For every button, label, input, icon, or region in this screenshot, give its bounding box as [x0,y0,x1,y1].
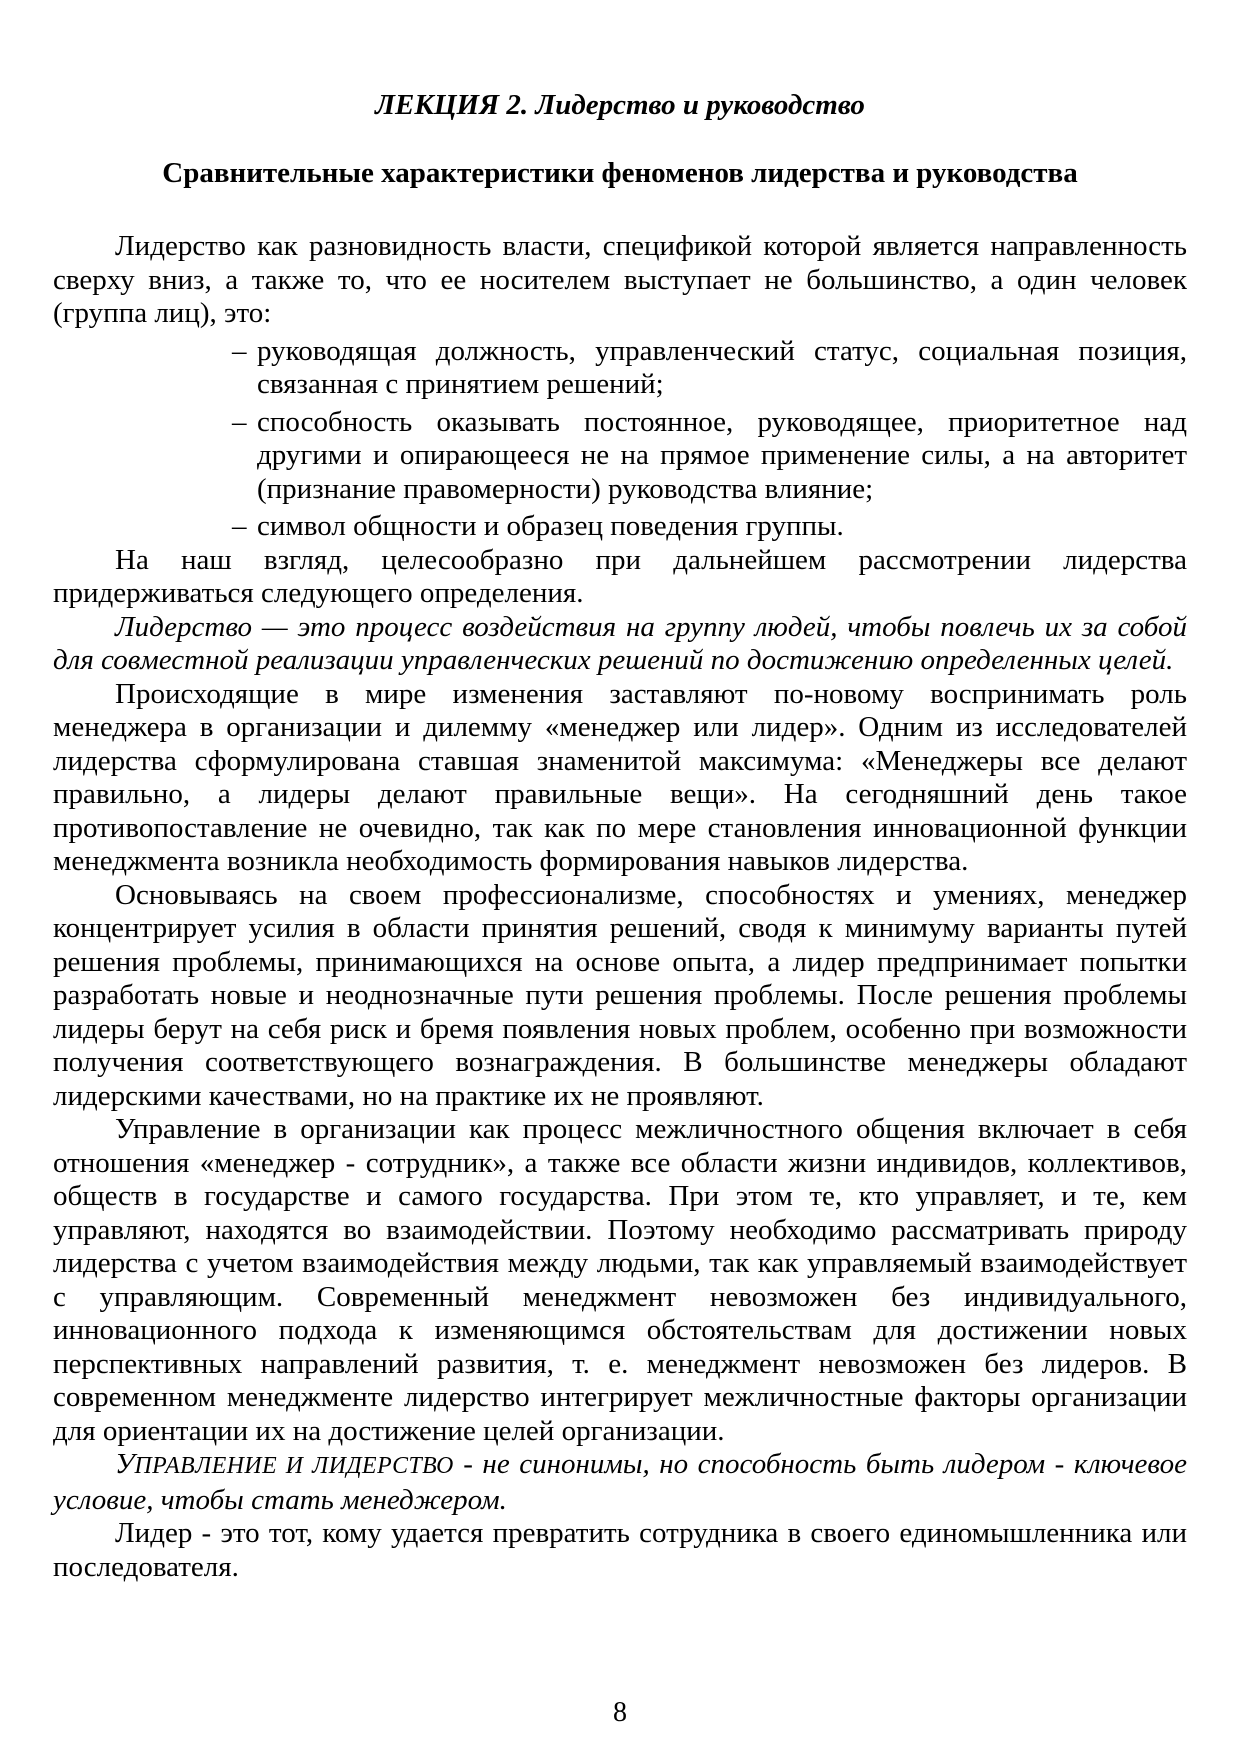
maxim-smallcaps-text: ПРАВЛЕНИЕ И ЛИДЕРСТВО [134,1453,454,1479]
list-item-text: символ общности и образец поведения группы. [257,510,844,542]
list-item-text: руководящая должность, управленческий статус, социальная позиция, связанная с принятием решений; [257,334,1187,400]
intro-paragraph: Лидерство как разновидность власти, спецификой которой является направленность сверху вниз, а также то, что ее носителем выступает не большинство, а один человек (группа лиц), это: [53,230,1187,329]
section-subtitle: Сравнительные характеристики феноменов лидерства и руководства [162,157,1078,189]
manager-vs-leader-paragraph: Основываясь на своем профессионализме, способностях и умениях, менеджер концентрирует усилия в области принятия решений, сводя к минимуму варианты путей решения проблемы, принимающихся на основе опыта, а лидер предпринимает попытки разработать новые и неоднозначные пути решения проблемы. После решения проблемы лидеры берут на себя риск и бремя появления новых проблем, особенно при возможности получения соответствующего вознаграждения. В большинстве менеджеры обладают лидерскими качествами, но на практике их не проявляют. [53,878,1187,1112]
leader-definition-paragraph: Лидер - это тот, кому удается превратить сотрудника в своего единомышленника или последователя. [53,1517,1187,1583]
maxim-paragraph [53,1448,1187,1517]
leadership-traits-list [53,335,1187,544]
dash-marker: – [232,334,247,367]
changes-paragraph: Происходящие в мире изменения заставляют по-новому воспринимать роль менеджера в организации и дилемму «менеджер или лидер». Одним из исследователей лидерства сформулирована ставшая знаменитой максимума: «Менеджеры все делают правильно, а лидеры делают правильные вещи». На сегодняшний день такое противопоставление не очевидно, так как по мере становления инновационной функции менеджмента возникла необходимость формирования навыков лидерства. [53,677,1187,877]
page-number: 8 [613,1697,627,1728]
lecture-title: ЛЕКЦИЯ 2. Лидерство и руководство [375,89,865,121]
list-item [53,406,1187,507]
leadership-definition-paragraph: Лидерство — это процесс воздействия на группу людей, чтобы повлечь их за собой для совместной реализации управленческих решений по достижению определенных целей. [53,610,1187,676]
viewpoint-paragraph: На наш взгляд, целесообразно при дальнейшем рассмотрении лидерства придерживаться следующего определения. [53,543,1187,609]
maxim-rest-text: - не синонимы, но способность быть лидером - ключевое условие, чтобы стать менеджером. [53,1448,1187,1516]
list-item [53,510,1187,544]
dash-marker: – [232,405,247,438]
dash-marker: – [232,510,247,542]
maxim-first-letter: У [115,1448,135,1480]
management-interaction-paragraph: Управление в организации как процесс межличностного общения включает в себя отношения «менеджер - сотрудник», а также все области жизни индивидов, коллективов, обществ в государстве и самого государства. При этом те, кто управляет, и те, кем управляют, находятся во взаимодействии. Поэтому необходимо рассматривать природу лидерства с учетом взаимодействия между людьми, так как управляемый взаимодействует с управляющим. Современный менеджмент невозможен без индивидуального, инновационного подхода к изменяющимся обстоятельствам для достижении новых перспективных направлений развития, т. е. менеджмент невозможен без лидеров. В современном менеджменте лидерство интегрирует межличностные факторы организации для ориентации их на достижение целей организации. [53,1113,1187,1447]
list-item-text: способность оказывать постоянное, руководящее, приоритетное над другими и опирающееся не на прямое применение силы, а на авторитет (признание правомерности) руководства влияние; [257,405,1187,505]
list-item [53,335,1187,402]
